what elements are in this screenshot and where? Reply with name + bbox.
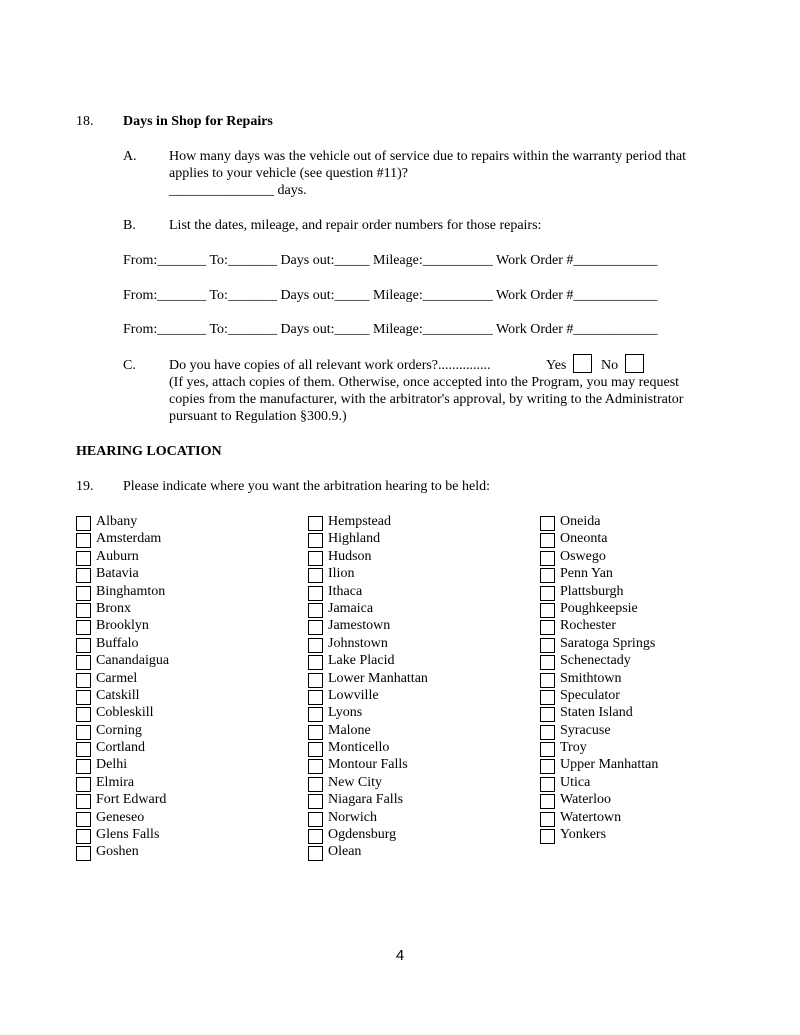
location-checkbox[interactable] bbox=[76, 638, 91, 653]
location-label: Oneonta bbox=[560, 531, 608, 547]
location-option[interactable] bbox=[540, 548, 740, 565]
location-label: Smithtown bbox=[560, 670, 622, 686]
location-option[interactable] bbox=[308, 704, 508, 721]
location-checkbox[interactable] bbox=[308, 759, 323, 774]
location-option[interactable] bbox=[308, 774, 508, 791]
q18a-letter: A. bbox=[123, 149, 137, 164]
location-label: Goshen bbox=[96, 844, 139, 860]
repair-row-1[interactable]: From:_______ To:_______ Days out:_____ Mileage:__________ Work Order #____________ bbox=[123, 253, 658, 268]
location-label: Bronx bbox=[96, 600, 131, 616]
location-checkbox[interactable] bbox=[308, 516, 323, 531]
location-checkbox[interactable] bbox=[308, 742, 323, 757]
location-option[interactable] bbox=[308, 548, 508, 565]
location-option[interactable] bbox=[76, 774, 276, 791]
location-option[interactable] bbox=[76, 548, 276, 565]
q18a-days-field[interactable]: _______________ days. bbox=[169, 183, 307, 198]
location-label: Corning bbox=[96, 722, 142, 738]
location-checkbox[interactable] bbox=[540, 551, 555, 566]
location-option[interactable] bbox=[540, 704, 740, 721]
location-label: Delhi bbox=[96, 757, 128, 773]
location-label: Upper Manhattan bbox=[560, 757, 659, 773]
q18c-note-line1: (If yes, attach copies of them. Otherwise, once accepted into the Program, you may request bbox=[169, 375, 680, 390]
location-label: Montour Falls bbox=[328, 757, 408, 773]
repair-row-3[interactable]: From:_______ To:_______ Days out:_____ Mileage:__________ Work Order #____________ bbox=[123, 322, 658, 337]
location-checkbox[interactable] bbox=[76, 725, 91, 740]
location-option[interactable] bbox=[540, 687, 740, 704]
location-checkbox[interactable] bbox=[76, 673, 91, 688]
location-option[interactable] bbox=[540, 635, 740, 652]
location-label: New City bbox=[328, 774, 383, 790]
location-checkbox[interactable] bbox=[308, 707, 323, 722]
location-label: Canandaigua bbox=[96, 653, 170, 669]
location-checkbox[interactable] bbox=[540, 568, 555, 583]
location-checkbox[interactable] bbox=[76, 690, 91, 705]
location-option[interactable] bbox=[76, 513, 276, 530]
location-checkbox[interactable] bbox=[540, 620, 555, 635]
location-option[interactable] bbox=[308, 583, 508, 600]
q18a-text-line1: How many days was the vehicle out of service due to repairs within the warranty period that bbox=[169, 149, 687, 164]
location-option[interactable] bbox=[308, 739, 508, 756]
q18b-text: List the dates, mileage, and repair order numbers for those repairs: bbox=[169, 218, 542, 233]
location-checkbox[interactable] bbox=[540, 673, 555, 688]
locations-column-2 bbox=[308, 513, 508, 861]
location-checkbox[interactable] bbox=[308, 725, 323, 740]
location-checkbox[interactable] bbox=[308, 777, 323, 792]
locations-column-3 bbox=[540, 513, 740, 843]
location-option[interactable] bbox=[540, 670, 740, 687]
location-checkbox[interactable] bbox=[308, 829, 323, 844]
location-option[interactable] bbox=[308, 652, 508, 669]
location-option[interactable] bbox=[76, 704, 276, 721]
location-label: Poughkeepsie bbox=[560, 600, 638, 616]
location-label: Carmel bbox=[96, 670, 138, 686]
location-option[interactable] bbox=[540, 600, 740, 617]
location-option[interactable] bbox=[308, 809, 508, 826]
location-label: Ogdensburg bbox=[328, 827, 397, 843]
location-option[interactable] bbox=[76, 530, 276, 547]
location-label: Jamestown bbox=[328, 618, 391, 634]
location-option[interactable] bbox=[308, 687, 508, 704]
location-label: Albany bbox=[96, 514, 138, 529]
locations-column-1 bbox=[76, 513, 276, 861]
location-option[interactable] bbox=[76, 583, 276, 600]
location-label: Ithaca bbox=[328, 583, 363, 599]
location-option[interactable] bbox=[76, 809, 276, 826]
location-checkbox[interactable] bbox=[308, 638, 323, 653]
location-option[interactable] bbox=[308, 791, 508, 808]
location-checkbox[interactable] bbox=[76, 551, 91, 566]
location-label: Hempstead bbox=[328, 514, 391, 529]
location-checkbox[interactable] bbox=[308, 794, 323, 809]
location-label: Plattsburgh bbox=[560, 583, 624, 599]
location-label: Schenectady bbox=[560, 653, 631, 669]
location-checkbox[interactable] bbox=[540, 707, 555, 722]
location-option[interactable] bbox=[540, 530, 740, 547]
location-option[interactable] bbox=[540, 652, 740, 669]
location-checkbox[interactable] bbox=[76, 794, 91, 809]
location-option[interactable] bbox=[76, 722, 276, 739]
location-option[interactable] bbox=[308, 826, 508, 843]
location-option[interactable] bbox=[540, 791, 740, 808]
location-label: Glens Falls bbox=[96, 827, 160, 843]
location-label: Rochester bbox=[560, 618, 616, 634]
location-checkbox[interactable] bbox=[76, 812, 91, 827]
location-label: Auburn bbox=[96, 548, 139, 564]
location-checkbox[interactable] bbox=[540, 742, 555, 757]
location-label: Troy bbox=[560, 740, 587, 756]
q18a-text-line2: applies to your vehicle (see question #11)? bbox=[169, 166, 408, 181]
location-option[interactable] bbox=[308, 600, 508, 617]
location-label: Watertown bbox=[560, 809, 622, 825]
q18c-letter: C. bbox=[123, 358, 136, 373]
q18b-letter: B. bbox=[123, 218, 136, 233]
location-label: Penn Yan bbox=[560, 566, 613, 582]
location-label: Ilion bbox=[328, 566, 355, 582]
location-label: Highland bbox=[328, 531, 381, 547]
location-label: Binghamton bbox=[96, 583, 166, 599]
location-checkbox[interactable] bbox=[76, 707, 91, 722]
location-checkbox[interactable] bbox=[540, 655, 555, 670]
location-option[interactable] bbox=[308, 756, 508, 773]
location-checkbox[interactable] bbox=[76, 568, 91, 583]
location-option[interactable] bbox=[308, 530, 508, 547]
location-label: Hudson bbox=[328, 548, 372, 564]
location-checkbox[interactable] bbox=[76, 829, 91, 844]
question-18-title: Days in Shop for Repairs bbox=[123, 114, 273, 129]
location-label: Malone bbox=[328, 722, 371, 738]
location-option[interactable] bbox=[76, 600, 276, 617]
location-checkbox[interactable] bbox=[308, 846, 323, 861]
location-checkbox[interactable] bbox=[540, 586, 555, 601]
location-option[interactable] bbox=[76, 617, 276, 634]
location-label: Monticello bbox=[328, 740, 390, 756]
location-option[interactable] bbox=[76, 652, 276, 669]
location-label: Norwich bbox=[328, 809, 377, 825]
location-option[interactable] bbox=[540, 513, 740, 530]
location-label: Olean bbox=[328, 844, 362, 860]
location-label: Fort Edward bbox=[96, 792, 167, 808]
yes-label: Yes bbox=[546, 358, 567, 373]
page-number: 4 bbox=[395, 947, 405, 964]
q18c-note-line3: pursuant to Regulation §300.9.) bbox=[169, 409, 347, 424]
location-label: Oneida bbox=[560, 514, 601, 529]
question-19-number: 19. bbox=[76, 479, 94, 494]
location-checkbox[interactable] bbox=[540, 794, 555, 809]
location-option[interactable] bbox=[540, 722, 740, 739]
location-checkbox[interactable] bbox=[76, 533, 91, 548]
location-checkbox[interactable] bbox=[76, 846, 91, 861]
location-label: Johnstown bbox=[328, 635, 388, 651]
location-label: Cobleskill bbox=[96, 705, 154, 721]
location-option[interactable] bbox=[76, 635, 276, 652]
location-label: Utica bbox=[560, 774, 591, 790]
q18c-question: Do you have copies of all relevant work orders?............... bbox=[169, 358, 491, 373]
location-checkbox[interactable] bbox=[308, 620, 323, 635]
location-option[interactable] bbox=[540, 617, 740, 634]
location-checkbox[interactable] bbox=[540, 829, 555, 844]
location-option[interactable] bbox=[308, 670, 508, 687]
location-checkbox[interactable] bbox=[308, 603, 323, 618]
location-checkbox[interactable] bbox=[540, 516, 555, 531]
location-option[interactable] bbox=[76, 826, 276, 843]
location-label: Lower Manhattan bbox=[328, 670, 428, 686]
location-checkbox[interactable] bbox=[76, 742, 91, 757]
location-checkbox[interactable] bbox=[76, 586, 91, 601]
location-checkbox[interactable] bbox=[308, 655, 323, 670]
location-label: Catskill bbox=[96, 687, 140, 703]
location-checkbox[interactable] bbox=[308, 551, 323, 566]
location-checkbox[interactable] bbox=[540, 533, 555, 548]
location-option[interactable] bbox=[308, 635, 508, 652]
no-label: No bbox=[601, 358, 619, 373]
location-checkbox[interactable] bbox=[540, 759, 555, 774]
yes-checkbox[interactable] bbox=[573, 354, 592, 373]
location-checkbox[interactable] bbox=[308, 586, 323, 601]
question-19-text: Please indicate where you want the arbitration hearing to be held: bbox=[123, 479, 490, 494]
repair-row-2[interactable]: From:_______ To:_______ Days out:_____ Mileage:__________ Work Order #____________ bbox=[123, 288, 658, 303]
no-checkbox[interactable] bbox=[625, 354, 644, 373]
location-option[interactable] bbox=[540, 774, 740, 791]
location-label: Lake Placid bbox=[328, 653, 395, 669]
location-label: Brooklyn bbox=[96, 618, 149, 634]
question-18-number: 18. bbox=[76, 114, 94, 129]
location-checkbox[interactable] bbox=[540, 725, 555, 740]
location-checkbox[interactable] bbox=[76, 620, 91, 635]
location-checkbox[interactable] bbox=[308, 690, 323, 705]
location-checkbox[interactable] bbox=[308, 533, 323, 548]
location-label: Waterloo bbox=[560, 792, 611, 808]
location-option[interactable] bbox=[540, 809, 740, 826]
location-checkbox[interactable] bbox=[308, 568, 323, 583]
location-label: Lowville bbox=[328, 687, 379, 703]
location-label: Cortland bbox=[96, 740, 145, 756]
location-checkbox[interactable] bbox=[540, 603, 555, 618]
location-label: Batavia bbox=[96, 566, 139, 582]
location-option[interactable] bbox=[308, 565, 508, 582]
location-label: Buffalo bbox=[96, 635, 139, 651]
location-label: Yonkers bbox=[560, 827, 607, 843]
location-label: Jamaica bbox=[328, 600, 374, 616]
location-option[interactable] bbox=[76, 670, 276, 687]
location-option[interactable] bbox=[76, 687, 276, 704]
location-option[interactable] bbox=[308, 722, 508, 739]
location-label: Syracuse bbox=[560, 722, 611, 738]
location-checkbox[interactable] bbox=[76, 603, 91, 618]
location-option[interactable] bbox=[308, 843, 508, 860]
location-checkbox[interactable] bbox=[76, 777, 91, 792]
location-label: Niagara Falls bbox=[328, 792, 404, 808]
location-checkbox[interactable] bbox=[540, 690, 555, 705]
location-checkbox[interactable] bbox=[540, 638, 555, 653]
location-label: Speculator bbox=[560, 687, 620, 703]
location-checkbox[interactable] bbox=[540, 777, 555, 792]
location-option[interactable] bbox=[540, 583, 740, 600]
location-label: Saratoga Springs bbox=[560, 635, 656, 651]
location-checkbox[interactable] bbox=[540, 812, 555, 827]
location-option[interactable] bbox=[76, 791, 276, 808]
location-checkbox[interactable] bbox=[76, 655, 91, 670]
location-option[interactable] bbox=[308, 617, 508, 634]
location-label: Lyons bbox=[328, 705, 363, 721]
location-option[interactable] bbox=[308, 513, 508, 530]
location-checkbox[interactable] bbox=[308, 673, 323, 688]
location-option[interactable] bbox=[540, 756, 740, 773]
location-option[interactable] bbox=[540, 826, 740, 843]
location-option[interactable] bbox=[76, 843, 276, 860]
location-option[interactable] bbox=[540, 565, 740, 582]
location-option[interactable] bbox=[76, 756, 276, 773]
location-label: Amsterdam bbox=[96, 531, 162, 547]
location-option[interactable] bbox=[76, 565, 276, 582]
location-label: Geneseo bbox=[96, 809, 145, 825]
location-checkbox[interactable] bbox=[308, 812, 323, 827]
location-option[interactable] bbox=[76, 739, 276, 756]
location-label: Staten Island bbox=[560, 705, 633, 721]
q18c-note-line2: copies from the manufacturer, with the arbitrator's approval, by writing to the Administrator bbox=[169, 392, 684, 407]
location-checkbox[interactable] bbox=[76, 516, 91, 531]
location-label: Oswego bbox=[560, 548, 606, 564]
hearing-location-heading: HEARING LOCATION bbox=[76, 444, 222, 459]
location-checkbox[interactable] bbox=[76, 759, 91, 774]
location-option[interactable] bbox=[540, 739, 740, 756]
location-label: Elmira bbox=[96, 774, 135, 790]
